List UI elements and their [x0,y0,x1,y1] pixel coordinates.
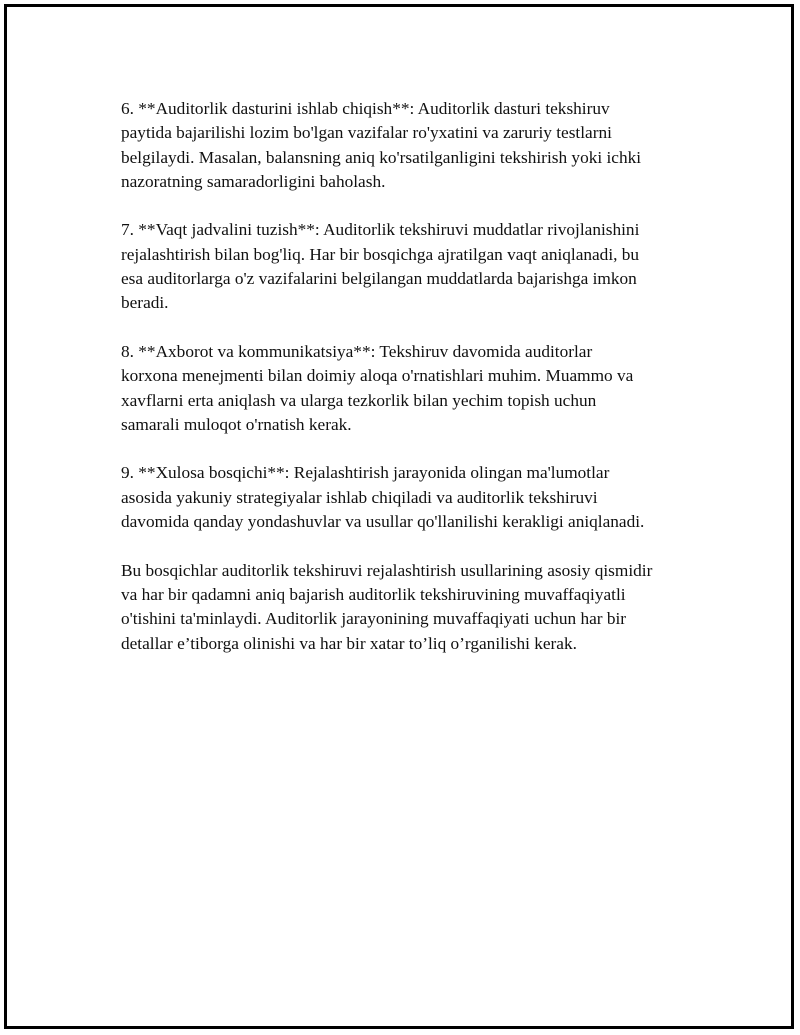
document-page [4,4,794,1029]
paragraph-step-6: 6. **Auditorlik dasturini ishlab chiqish**: Auditorlik dasturi tekshiruv paytida bajarilishi lozim bo'lgan vazifalar ro'yxatini va zaruriy testlarni belgilaydi. Masalan, balansning aniq ko'rsatilganligini tekshirish yoki ichki nazoratning samaradorligini baholash. [121,99,642,191]
paragraph-step-7: 7. **Vaqt jadvalini tuzish**: Auditorlik tekshiruvi muddatlar rivojlanishini rejalashtirish bilan bog'liq. Har bir bosqichga ajratilgan vaqt aniqlanadi, bu esa auditorlarga o'z vazifalarini belgilangan muddatlarda bajarishga imkon beradi. [121,220,640,313]
document-body [121,97,701,680]
paragraph-step-8: 8. **Axborot va kommunikatsiya**: Tekshiruv davomida auditorlar korxona menejmenti bilan doimiy aloqa o'rnatishlari muhim. Muammo va xavflarni erta aniqlash va ularga tezkorlik bilan yechim topish uchun samarali muloqot o'rnatish kerak. [121,341,634,434]
paragraph-conclusion: Bu bosqichlar auditorlik tekshiruvi rejalashtirish usullarining asosiy qismidir va har bir qadamni aniq bajarish auditorlik tekshiruvining muvaffaqiyatli o'tishini ta'minlaydi. Auditorlik jarayonining muvaffaqiyati uchun har bir detallar e’tiborga olinishi va har bir xatar to’liq o’rganilishi kerak. [121,560,653,653]
paragraph-step-9: 9. **Xulosa bosqichi**: Rejalashtirish jarayonida olingan ma'lumotlar asosida yakuniy strategiyalar ishlab chiqiladi va auditorlik tekshiruvi davomida qanday yondashuvlar va usullar qo'llanilishi kerakligi aniqlanadi. [121,463,645,532]
